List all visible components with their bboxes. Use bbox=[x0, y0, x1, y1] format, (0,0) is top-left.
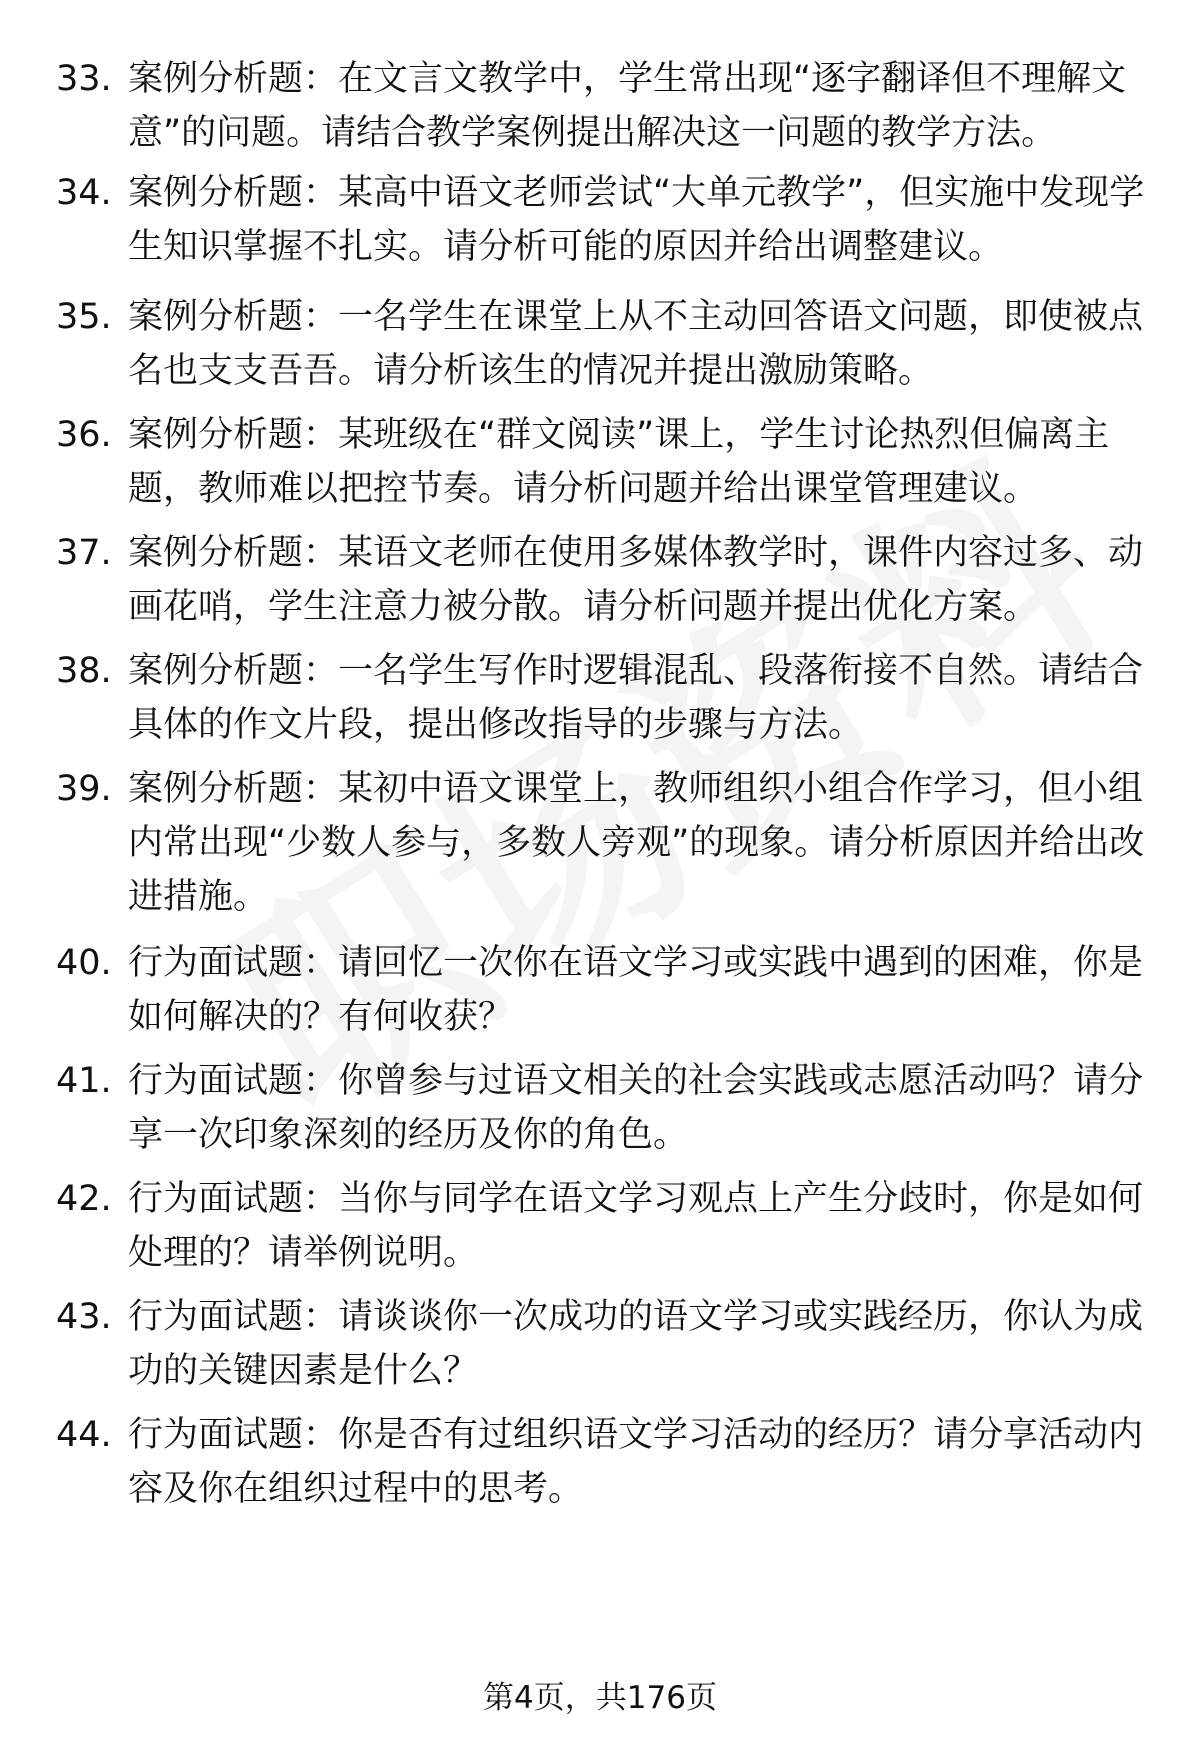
question-type: 行为面试题： bbox=[128, 1297, 339, 1337]
question-number: 35. bbox=[56, 297, 112, 337]
question-text bbox=[128, 408, 1148, 516]
question-number: 43. bbox=[56, 1297, 112, 1337]
question-number: 36. bbox=[56, 415, 112, 455]
question-body: 一名学生在课堂上从不主动回答语文问题，即使被点名也支支吾吾。请分析该生的情况并提出激励策略。 bbox=[128, 297, 1144, 391]
page-footer bbox=[0, 1678, 1200, 1718]
question-type: 行为面试题： bbox=[128, 1061, 339, 1101]
question-number: 37. bbox=[56, 533, 112, 573]
question-text bbox=[128, 762, 1148, 924]
question-type: 案例分析题： bbox=[128, 533, 339, 573]
question-text bbox=[128, 290, 1148, 398]
question-text bbox=[128, 1290, 1148, 1398]
question-type: 行为面试题： bbox=[128, 1415, 339, 1455]
question-number: 41. bbox=[56, 1061, 112, 1101]
question-number: 33. bbox=[56, 59, 112, 99]
question-text bbox=[128, 644, 1148, 752]
question-type: 行为面试题： bbox=[128, 1179, 339, 1219]
question-body: 你曾参与过语文相关的社会实践或志愿活动吗？请分享一次印象深刻的经历及你的角色。 bbox=[128, 1061, 1144, 1155]
question-body: 当你与同学在语文学习观点上产生分歧时，你是如何处理的？请举例说明。 bbox=[128, 1179, 1144, 1273]
question-type: 案例分析题： bbox=[128, 769, 339, 809]
question-type: 案例分析题： bbox=[128, 651, 339, 691]
question-body: 请回忆一次你在语文学习或实践中遇到的困难，你是如何解决的？有何收获？ bbox=[128, 943, 1144, 1037]
question-text bbox=[128, 526, 1148, 634]
question-body: 某初中语文课堂上，教师组织小组合作学习，但小组内常出现“少数人参与，多数人旁观”的现象。请分析原因并给出改进措施。 bbox=[128, 769, 1145, 917]
question-number: 40. bbox=[56, 943, 112, 983]
question-text bbox=[128, 1408, 1148, 1516]
question-type: 案例分析题： bbox=[128, 173, 339, 213]
question-number: 42. bbox=[56, 1179, 112, 1219]
question-type: 案例分析题： bbox=[128, 415, 339, 455]
question-body: 你是否有过组织语文学习活动的经历？请分享活动内容及你在组织过程中的思考。 bbox=[128, 1415, 1144, 1509]
question-body: 一名学生写作时逻辑混乱、段落衔接不自然。请结合具体的作文片段，提出修改指导的步骤与方法。 bbox=[128, 651, 1144, 745]
question-text bbox=[128, 936, 1148, 1044]
question-body: 请谈谈你一次成功的语文学习或实践经历，你认为成功的关键因素是什么？ bbox=[128, 1297, 1144, 1391]
question-body: 某高中语文老师尝试“大单元教学”，但实施中发现学生知识掌握不扎实。请分析可能的原因并给出调整建议。 bbox=[128, 173, 1145, 267]
question-text bbox=[128, 52, 1148, 160]
question-number: 34. bbox=[56, 173, 112, 213]
question-body: 某语文老师在使用多媒体教学时，课件内容过多、动画花哨，学生注意力被分散。请分析问题并提出优化方案。 bbox=[128, 533, 1144, 627]
question-type: 案例分析题： bbox=[128, 297, 339, 337]
question-text bbox=[128, 166, 1148, 274]
question-number: 38. bbox=[56, 651, 112, 691]
question-body: 在文言文教学中，学生常出现“逐字翻译但不理解文意”的问题。请结合教学案例提出解决这一问题的教学方法。 bbox=[128, 59, 1127, 153]
question-type: 行为面试题： bbox=[128, 943, 339, 983]
page-number-text: 第4页，共176页 bbox=[483, 1680, 717, 1716]
question-number: 44. bbox=[56, 1415, 112, 1455]
question-type: 案例分析题： bbox=[128, 59, 339, 99]
question-number: 39. bbox=[56, 769, 112, 809]
question-text bbox=[128, 1054, 1148, 1162]
question-text bbox=[128, 1172, 1148, 1280]
question-body: 某班级在“群文阅读”课上，学生讨论热烈但偏离主题，教师难以把控节奏。请分析问题并给出课堂管理建议。 bbox=[128, 415, 1110, 509]
